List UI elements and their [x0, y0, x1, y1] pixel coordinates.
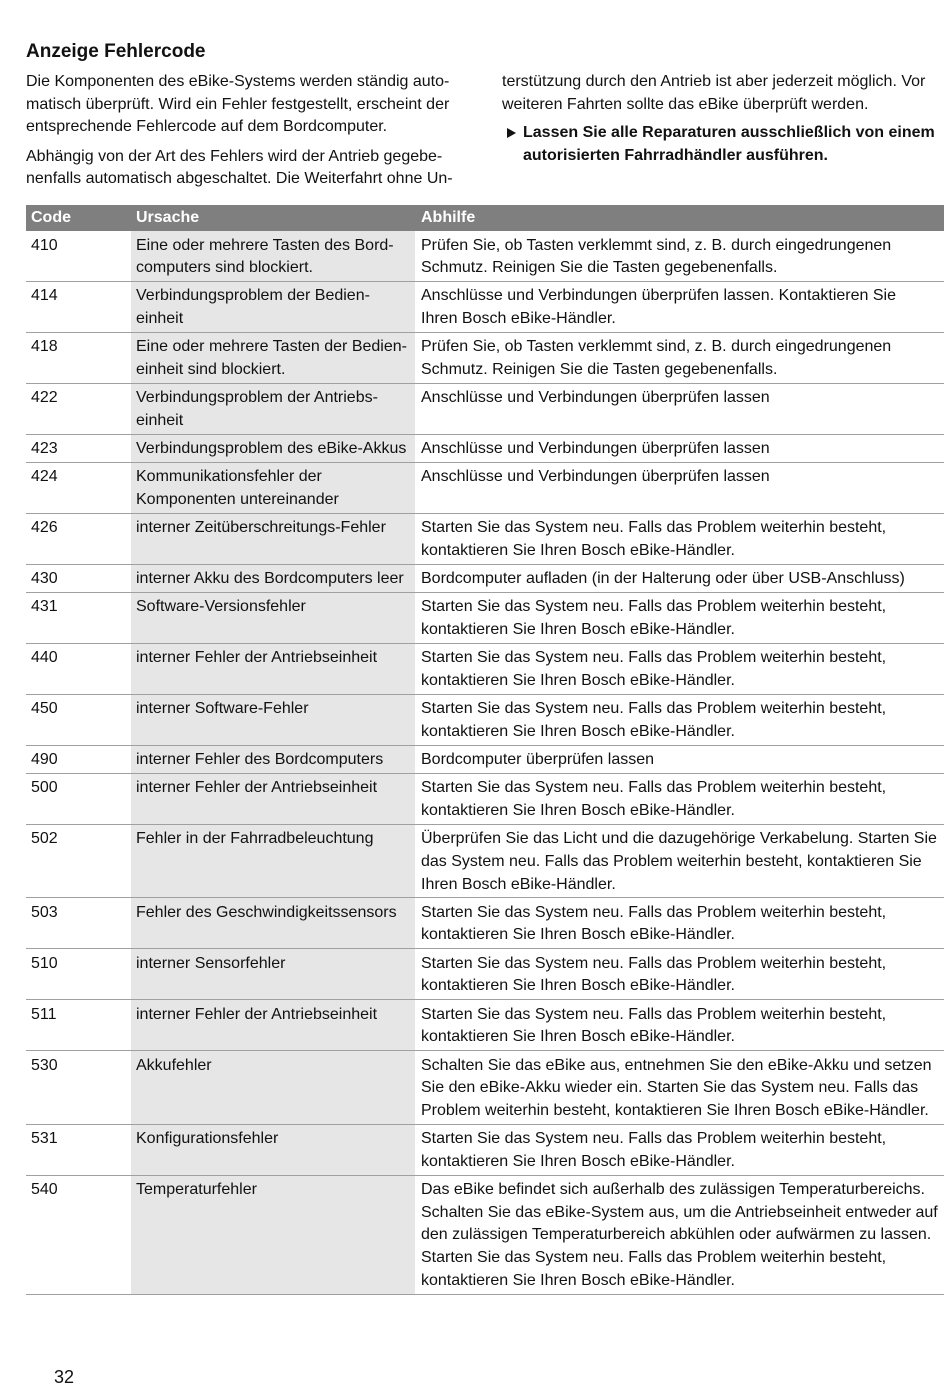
cause-cell [131, 1125, 415, 1175]
table-row [26, 333, 944, 384]
column-header-remedy: Abhilfe [421, 209, 476, 226]
error-code-cell: 510 [31, 954, 58, 972]
cause-cell [131, 463, 415, 513]
remedy-cell [415, 774, 944, 824]
cause-text-line: Akkufehler [136, 1056, 212, 1074]
remedy-text-line: Anschlüsse und Verbindungen überprüfen lassen [421, 468, 770, 486]
remedy-cell [415, 1000, 944, 1050]
text-line: nenfalls automatisch abgeschaltet. Die Weiterfahrt ohne Un- [26, 170, 453, 188]
error-code-cell: 450 [31, 700, 58, 718]
cause-cell [131, 231, 415, 281]
error-code-cell: 531 [31, 1130, 58, 1148]
text-line: weiteren Fahrten sollte das eBike überprüft werden. [502, 95, 869, 113]
remedy-cell [415, 1051, 944, 1124]
cause-cell [131, 593, 415, 643]
error-code-cell: 431 [31, 598, 58, 616]
cause-cell [131, 746, 415, 773]
remedy-text-line: kontaktieren Sie Ihren Bosch eBike-Händler. [421, 722, 735, 740]
cause-text-line: Eine oder mehrere Tasten des Bord- [136, 236, 394, 254]
instruction-line: Lassen Sie alle Reparaturen ausschließlich von einem [523, 124, 935, 142]
remedy-text-line: Anschlüsse und Verbindungen überprüfen lassen [421, 389, 770, 407]
remedy-text-line: Schmutz. Reinigen Sie die Tasten gegebenenfalls. [421, 361, 778, 379]
page-number: 32 [54, 1367, 75, 1387]
remedy-text-line: Überprüfen Sie das Licht und die dazugehörige Verkabelung. Starten Sie [421, 830, 937, 848]
cause-text-line: Konfigurationsfehler [136, 1130, 279, 1148]
bullet-arrow-icon [507, 128, 516, 138]
intro-paragraph-continued [502, 71, 947, 116]
remedy-text-line: Starten Sie das System neu. Falls das Problem weiterhin besteht, [421, 700, 887, 718]
remedy-text-line: kontaktieren Sie Ihren Bosch eBike-Händler. [421, 1028, 735, 1046]
cause-cell [131, 514, 415, 564]
remedy-cell [415, 514, 944, 564]
error-code-cell: 414 [31, 287, 58, 305]
table-row [26, 435, 944, 463]
intro-left-column [26, 71, 476, 191]
cause-text-line: Temperaturfehler [136, 1181, 257, 1199]
cause-cell [131, 825, 415, 898]
remedy-text-line: kontaktieren Sie Ihren Bosch eBike-Händler. [421, 1271, 735, 1289]
table-row [26, 231, 944, 282]
remedy-text-line: Anschlüsse und Verbindungen überprüfen lassen [421, 440, 770, 458]
cause-cell [131, 949, 415, 999]
cause-text-line: Fehler in der Fahrradbeleuchtung [136, 830, 374, 848]
text-line: terstützung durch den Antrieb ist aber jederzeit möglich. Vor [502, 73, 926, 90]
table-row [26, 746, 944, 774]
remedy-text-line: kontaktieren Sie Ihren Bosch eBike-Händler. [421, 926, 735, 944]
remedy-cell [415, 333, 944, 383]
remedy-text-line: kontaktieren Sie Ihren Bosch eBike-Händler. [421, 671, 735, 689]
table-row [26, 898, 944, 949]
table-row [26, 384, 944, 435]
error-code-cell: 422 [31, 389, 58, 407]
error-code-cell: 490 [31, 751, 58, 769]
table-row [26, 1051, 944, 1125]
cause-text-line: Kommunikationsfehler der [136, 468, 322, 486]
instruction-line: autorisierten Fahrradhändler ausführen. [523, 146, 828, 164]
table-row [26, 949, 944, 1000]
table-row [26, 593, 944, 644]
remedy-text-line: das System neu. Falls das Problem weiterhin besteht, kontaktieren Sie [421, 852, 922, 870]
intro-right-column [502, 71, 947, 167]
intro-paragraph [26, 146, 476, 191]
remedy-cell [415, 463, 944, 513]
remedy-cell [415, 825, 944, 898]
remedy-cell [415, 1176, 944, 1294]
remedy-text-line: Starten Sie das System neu. Falls das Problem weiterhin besteht, [421, 954, 887, 972]
remedy-text-line: Starten Sie das System neu. Falls das Problem weiterhin besteht, [421, 598, 887, 616]
error-code-cell: 530 [31, 1056, 58, 1074]
remedy-text-line: Prüfen Sie, ob Tasten verklemmt sind, z. B. durch eingedrungenen [421, 236, 892, 254]
error-code-cell: 424 [31, 468, 58, 486]
table-row [26, 514, 944, 565]
remedy-text-line: Starten Sie das System neu. Falls das Problem weiterhin besteht, [421, 649, 887, 667]
text-line: Die Komponenten des eBike-Systems werden ständig auto- [26, 73, 450, 90]
table-row [26, 1176, 944, 1295]
remedy-cell [415, 644, 944, 694]
cause-cell [131, 333, 415, 383]
cause-text-line: interner Sensorfehler [136, 954, 286, 972]
table-row [26, 282, 944, 333]
remedy-text-line: Starten Sie das System neu. Falls das Problem weiterhin besteht, [421, 779, 887, 797]
cause-cell [131, 1051, 415, 1124]
remedy-cell [415, 695, 944, 745]
cause-text-line: interner Zeitüberschreitungs-Fehler [136, 519, 386, 537]
error-code-cell: 502 [31, 830, 58, 848]
remedy-cell [415, 282, 944, 332]
remedy-cell [415, 898, 944, 948]
remedy-text-line: kontaktieren Sie Ihren Bosch eBike-Händler. [421, 1152, 735, 1170]
cause-cell [131, 1000, 415, 1050]
cause-cell [131, 774, 415, 824]
section-heading: Anzeige Fehlercode [26, 41, 206, 62]
column-header-cause: Ursache [136, 209, 200, 226]
remedy-cell [415, 231, 944, 281]
cause-text-line: Fehler des Geschwindigkeitssensors [136, 903, 397, 921]
repair-instruction [502, 122, 947, 167]
cause-text-line: einheit [136, 310, 184, 328]
cause-text-line: Komponenten untereinander [136, 491, 339, 509]
cause-text-line: computers sind blockiert. [136, 259, 313, 277]
error-code-cell: 440 [31, 649, 58, 667]
remedy-text-line: Bordcomputer überprüfen lassen [421, 751, 655, 769]
column-header-code: Code [31, 209, 71, 226]
remedy-text-line: Anschlüsse und Verbindungen überprüfen lassen. Kontaktieren Sie [421, 287, 896, 305]
remedy-cell [415, 435, 944, 462]
remedy-text-line: Ihren Bosch eBike-Händler. [421, 310, 616, 328]
error-code-cell: 500 [31, 779, 58, 797]
cause-cell [131, 435, 415, 462]
cause-text-line: interner Fehler des Bordcomputers [136, 751, 384, 769]
error-code-cell: 418 [31, 338, 58, 356]
remedy-text-line: Problem weiterhin besteht, kontaktieren Sie Ihren Bosch eBike-Händler. [421, 1101, 929, 1119]
remedy-cell [415, 1125, 944, 1175]
error-code-table-body [26, 231, 944, 1295]
remedy-cell [415, 949, 944, 999]
table-row [26, 1000, 944, 1051]
table-row [26, 565, 944, 593]
cause-cell [131, 695, 415, 745]
remedy-text-line: Schmutz. Reinigen Sie die Tasten gegebenenfalls. [421, 259, 778, 277]
remedy-text-line: Starten Sie das System neu. Falls das Problem weiterhin besteht, [421, 1130, 887, 1148]
text-line: Abhängig von der Art des Fehlers wird der Antrieb gegebe- [26, 147, 443, 165]
error-code-cell: 511 [31, 1005, 57, 1023]
remedy-text-line: Schalten Sie das eBike aus, entnehmen Sie den eBike-Akku und setzen [421, 1056, 932, 1074]
remedy-cell [415, 746, 944, 773]
error-code-cell: 426 [31, 519, 58, 537]
cause-cell [131, 282, 415, 332]
remedy-text-line: den zulässigen Temperaturbereich abkühlen oder aufwärmen zu lassen. [421, 1226, 932, 1244]
cause-cell [131, 898, 415, 948]
remedy-cell [415, 593, 944, 643]
cause-cell [131, 644, 415, 694]
remedy-text-line: kontaktieren Sie Ihren Bosch eBike-Händler. [421, 977, 735, 995]
cause-cell [131, 565, 415, 592]
cause-text-line: Eine oder mehrere Tasten der Bedien- [136, 338, 407, 356]
remedy-text-line: Ihren Bosch eBike-Händler. [421, 875, 616, 893]
error-code-cell: 540 [31, 1181, 58, 1199]
cause-text-line: interner Akku des Bordcomputers leer [136, 570, 404, 588]
cause-text-line: interner Fehler der Antriebseinheit [136, 649, 378, 667]
table-header-row [26, 205, 944, 231]
remedy-text-line: Schalten Sie das eBike-System aus, um die Antriebseinheit entweder auf [421, 1203, 938, 1221]
cause-text-line: Software-Versionsfehler [136, 598, 306, 616]
remedy-text-line: Starten Sie das System neu. Falls das Problem weiterhin besteht, [421, 903, 887, 921]
error-code-cell: 410 [31, 236, 58, 254]
cause-text-line: interner Fehler der Antriebseinheit [136, 1005, 378, 1023]
cause-text-line: Verbindungsproblem der Antriebs- [136, 389, 378, 407]
remedy-text-line: Sie den eBike-Akku wieder ein. Starten Sie das System neu. Falls das [421, 1079, 919, 1097]
cause-text-line: Verbindungsproblem des eBike-Akkus [136, 440, 407, 458]
cause-text-line: einheit sind blockiert. [136, 361, 286, 379]
text-line: matisch überprüft. Wird ein Fehler festgestellt, erscheint der [26, 95, 450, 113]
remedy-text-line: Prüfen Sie, ob Tasten verklemmt sind, z. B. durch eingedrungenen [421, 338, 892, 356]
table-row [26, 463, 944, 514]
remedy-text-line: Starten Sie das System neu. Falls das Problem weiterhin besteht, [421, 1249, 887, 1267]
error-code-cell: 430 [31, 570, 58, 588]
remedy-text-line: Bordcomputer aufladen (in der Halterung oder über USB-Anschluss) [421, 570, 905, 588]
table-row [26, 644, 944, 695]
cause-cell [131, 384, 415, 434]
remedy-text-line: kontaktieren Sie Ihren Bosch eBike-Händler. [421, 621, 735, 639]
table-row [26, 774, 944, 825]
cause-text-line: interner Fehler der Antriebseinheit [136, 779, 378, 797]
error-code-cell: 503 [31, 903, 58, 921]
error-code-table [26, 205, 944, 1295]
error-code-cell: 423 [31, 440, 58, 458]
table-row [26, 825, 944, 899]
table-row [26, 1125, 944, 1176]
remedy-text-line: Das eBike befindet sich außerhalb des zulässigen Temperaturbereichs. [421, 1181, 925, 1199]
remedy-text-line: kontaktieren Sie Ihren Bosch eBike-Händler. [421, 541, 735, 559]
cause-text-line: einheit [136, 411, 184, 429]
cause-text-line: interner Software-Fehler [136, 700, 309, 718]
remedy-cell [415, 565, 944, 592]
remedy-cell [415, 384, 944, 434]
cause-cell [131, 1176, 415, 1294]
remedy-text-line: Starten Sie das System neu. Falls das Problem weiterhin besteht, [421, 1005, 887, 1023]
text-line: entsprechende Fehlercode auf dem Bordcomputer. [26, 118, 388, 136]
remedy-text-line: Starten Sie das System neu. Falls das Problem weiterhin besteht, [421, 519, 887, 537]
table-row [26, 695, 944, 746]
remedy-text-line: kontaktieren Sie Ihren Bosch eBike-Händler. [421, 801, 735, 819]
cause-text-line: Verbindungsproblem der Bedien- [136, 287, 370, 305]
intro-paragraph [26, 71, 476, 139]
